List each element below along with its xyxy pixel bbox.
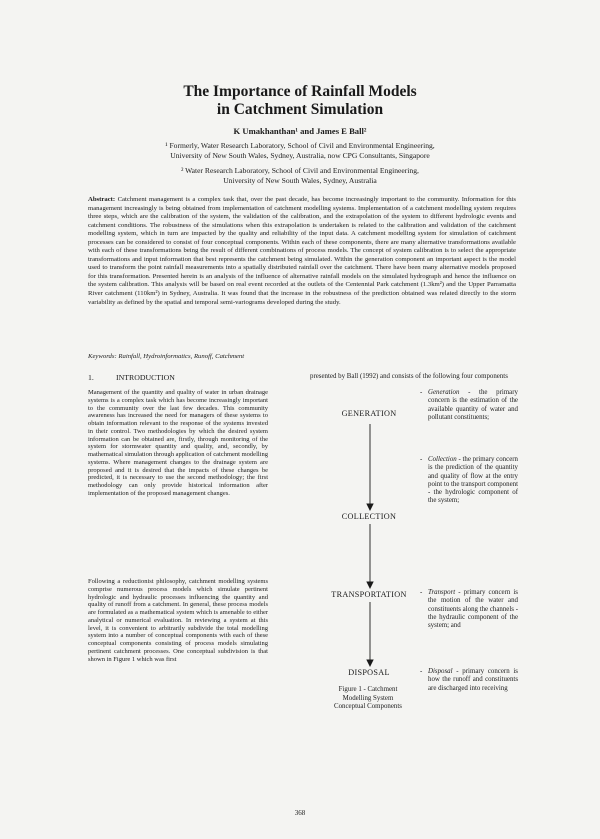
figure-caption-line-1: Figure 1 - Catchment xyxy=(338,686,398,693)
affiliation-1-line-2: University of New South Wales, Sydney, Australia, now CPG Consultants, Singapore xyxy=(170,150,430,160)
section-number: 1. xyxy=(88,373,94,382)
figure-caption xyxy=(318,686,418,712)
abstract xyxy=(88,196,516,307)
paper-title-line-1: The Importance of Rainfall Models xyxy=(183,83,417,100)
arrowhead-icon xyxy=(367,582,373,588)
component-text: - primary concern is how the runoff and constituents are discharged into receiving xyxy=(428,668,518,692)
component-item-transport xyxy=(420,589,518,630)
affiliation-2 xyxy=(0,166,600,186)
component-name: Disposal xyxy=(428,668,453,675)
section-title: INTRODUCTION xyxy=(116,373,175,382)
figure-stage-collection: COLLECTION xyxy=(341,512,397,521)
figure-stage-generation: GENERATION xyxy=(341,409,397,418)
arrowhead-icon xyxy=(367,504,373,510)
figure-stage-transportation: TRANSPORTATION xyxy=(331,590,407,599)
list-dash: - xyxy=(420,589,423,596)
keywords-text: Rainfall, Hydroinformatics, Runoff, Catchment xyxy=(118,353,245,360)
page-number: 368 xyxy=(294,809,306,817)
list-dash: - xyxy=(420,456,423,463)
keywords-label: Keywords: xyxy=(88,353,117,360)
component-name: Generation xyxy=(428,389,460,396)
list-dash: - xyxy=(420,668,423,675)
left-column-paragraph-1 xyxy=(88,389,268,498)
component-name: Transport xyxy=(428,589,456,596)
figure-flow-arrows xyxy=(360,420,380,670)
component-text: - the primary concern is the estimation of the available quantity of water and pollutant constituents; xyxy=(428,389,518,421)
paragraph-text: Management of the quantity and quality of water in urban drainage systems is a complex task which has become increasingly important to the community over the last few decades. This community awareness has increased the need for managers of these systems to obtain information relevant to the response of the systems invested in their control. Two methodologies by which the desired system information can be obtained are, firstly, through monitoring of the system for stormwater quantity and quality, and, secondly, by mathematical simulation through application of catchment modelling systems. Where management changes to the drainage system are proposed and it is desired that the impacts of these changes be predicted, it is necessary to use the second methodology; the first methodology can only provide historical information after implementation of the proposed management changes. xyxy=(88,389,268,497)
left-column-paragraph-2 xyxy=(88,578,268,663)
abstract-text: Catchment management is a complex task that, over the past decade, has become increasingly important to the community. Information for this management increasingly is being obtained from implementation of catchment modelling systems. Implementation of a catchment modelling system requires three steps, which are the calibration of the system, the validation of the calibration, and the extrapolation of the system to different hydrologic events and catchment conditions. The robustness of the simulations when this extrapolation is undertaken is related to the calibration and validation of the catchment modelling system, which in turn are impacted by the quality and reliability of the input data. A catchment modelling system for simulation of catchment processes can be considered to consist of four conceptual components. Within each of these components, there are many alternative transformations available with each of these transformations being the result of different combinations of process models. The concept of system calibration is to select the appropriate transformations and input information that best represents the catchment being simulated. Within the generation component an important aspect is the model used to transform the point rainfall measurements into a spatially distributed rainfall over the catchment. There have been many alternative models proposed for this transformation. Presented herein is an analysis of the influence of alternative rainfall models on the simulated hydrograph and hence the influence on the system calibration. This analysis will be based on real event recorded at the outlets of the Centennial Park catchment (1.3km²) and the Upper Parramatta River catchment (110km²) in Sydney, Australia. It was found that the increase in the robustness of the prediction obtained was related directly to the storm variability as defined by the spatial and temporal semi-variograms developed during the study. xyxy=(88,196,517,306)
figure-caption-line-3: Conceptual Components xyxy=(334,703,402,710)
abstract-label: Abstract: xyxy=(88,196,116,203)
component-name: Collection xyxy=(428,456,457,463)
component-text: - the primary concern is the prediction of the quantity and quality of flow at the entry point to the transport component - the hydrologic component of the system; xyxy=(428,456,518,505)
keywords xyxy=(88,353,516,360)
list-dash: - xyxy=(420,389,423,396)
affiliation-1 xyxy=(0,141,600,161)
component-item-collection xyxy=(420,456,518,506)
right-column-intro: presented by Ball (1992) and consists of the following four components xyxy=(310,373,508,380)
paper-title-line-2: in Catchment Simulation xyxy=(216,101,384,118)
affiliation-2-line-1: ² Water Research Laboratory, School of Civil and Environmental Engineering, xyxy=(181,166,419,175)
component-item-disposal xyxy=(420,668,518,693)
paragraph-text: Following a reductionist philosophy, catchment modelling systems comprise numerous process models which simulate pertinent hydrologic and hydraulic processes influencing the quantity and quality of runoff from a catchment. In general, these process models are formulated as a mathematical system which is amenable to either analytical or numerical evaluation. In reviewing a system at this level, it is convenient to arbitrarily subdivide the total modelling system into a number of conceptual components with each of these conceptual components consisting of process models simulating pertinent catchment processes. One conceptual subdivision is that shown in Figure 1 which was first xyxy=(88,578,268,663)
arrowhead-icon xyxy=(367,660,373,666)
figure-caption-line-2: Modelling System xyxy=(342,694,394,702)
authors: K Umakhanthan¹ and James E Ball² xyxy=(233,126,367,136)
affiliation-2-line-2: University of New South Wales, Sydney, Australia xyxy=(223,175,377,185)
section-heading xyxy=(88,373,175,382)
affiliation-1-line-1: ¹ Formerly, Water Research Laboratory, School of Civil and Environmental Engineering, xyxy=(165,141,435,150)
figure-stage-disposal: DISPOSAL xyxy=(348,668,390,677)
component-text: - primary concern is the motion of the water and constituents along the channels - the hydraulic component of the system; and xyxy=(428,589,518,630)
component-item-generation xyxy=(420,389,518,422)
